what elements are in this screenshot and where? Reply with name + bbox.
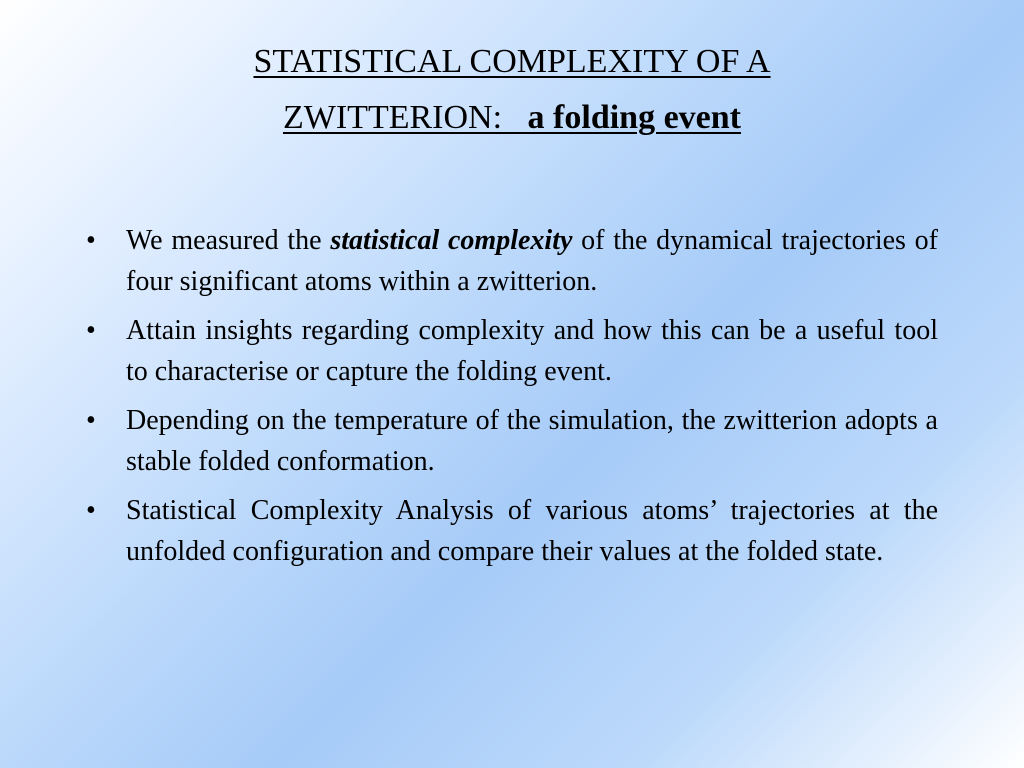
- bullet-list: [86, 220, 938, 580]
- title-line-1-text: STATISTICAL COMPLEXITY OF A: [253, 43, 771, 80]
- bullet-item-2: [86, 310, 938, 392]
- bullet-icon: •: [86, 225, 96, 256]
- bullet-3-text: Depending on the temperature of the simulation, the zwitterion adopts a stable folded conformation.: [126, 405, 938, 477]
- title-line-2-bold: a folding event: [527, 99, 741, 136]
- bullet-2-text: Attain insights regarding complexity and how this can be a useful tool to characterise or capture the folding event.: [126, 315, 938, 387]
- bullet-item-4: [86, 490, 938, 572]
- bullet-icon: •: [86, 315, 96, 346]
- bullet-item-1: [86, 220, 938, 302]
- bullet-icon: •: [86, 495, 96, 526]
- bullet-1-post: of the dynamical trajectories of four significant atoms within a zwitterion.: [126, 225, 938, 297]
- title-line-1: [0, 34, 1024, 90]
- slide-title: [0, 34, 1024, 146]
- bullet-icon: •: [86, 405, 96, 436]
- bullet-1-emphasis: statistical complexity: [330, 225, 573, 256]
- bullet-1-pre: We measured the: [126, 225, 331, 256]
- title-line-2: [0, 90, 1024, 146]
- title-line-2-prefix: ZWITTERION:: [283, 99, 528, 136]
- bullet-4-text: Statistical Complexity Analysis of various atoms’ trajectories at the unfolded configuration and compare their values at the folded state.: [126, 495, 938, 567]
- bullet-item-3: [86, 400, 938, 482]
